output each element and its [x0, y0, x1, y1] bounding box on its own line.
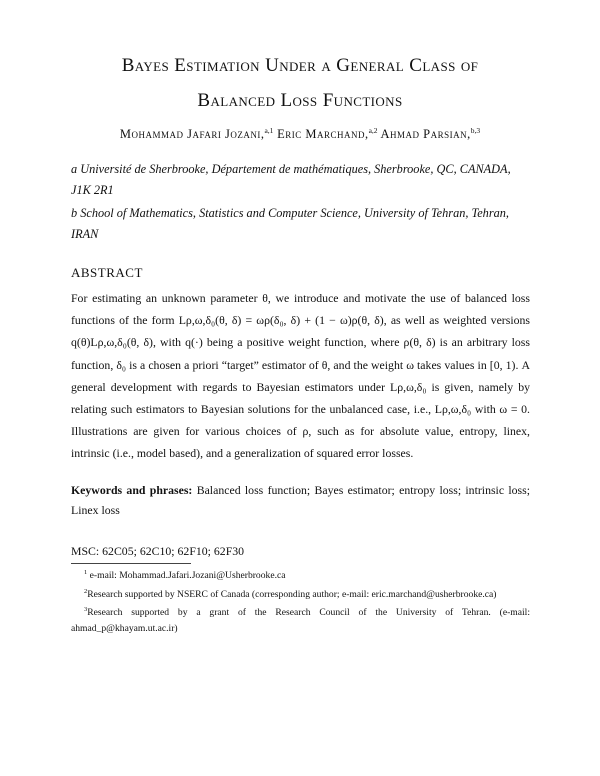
abstract-heading: ABSTRACT: [71, 265, 143, 280]
footnote-mark: 2: [84, 587, 88, 595]
paper-title-line-2: Balanced Loss Functions: [197, 90, 403, 111]
footnotes: [71, 565, 530, 637]
footnote-text: e-mail: Mohammad.Jafari.Jozani@Usherbrooke.ca: [89, 570, 286, 582]
footnote-mark: 1: [84, 569, 88, 576]
author-name: Ahmad Parsian,: [380, 127, 471, 142]
footnote: [71, 602, 530, 636]
keywords: [71, 480, 530, 520]
footnote-text: Research supported by a grant of the Research Council of the University of Tehran. (e-mail: ahmad_p@khayam.ut.ac.ir): [71, 607, 530, 635]
msc-codes: MSC: 62C05; 62C10; 62F10; 62F30: [71, 544, 245, 558]
affiliation-a: a Université de Sherbrooke, Département de mathématiques, Sherbrooke, QC, CANADA, J1K 2R1: [71, 162, 511, 197]
footnote-text: Research supported by NSERC of Canada (corresponding author; e-mail: eric.marchand@usherbrooke.ca): [87, 588, 497, 600]
footnote-mark: 3: [84, 606, 88, 614]
keywords-label: Keywords and phrases:: [71, 483, 193, 497]
abstract-body: For estimating an unknown parameter θ, we introduce and motivate the use of balanced loss functions of the form Lρ,ω,δ₀(θ, δ) = ωρ(δ₀, δ) + (1 − ω)ρ(θ, δ), as well as weighted versions q(θ)Lρ,ω,δ₀(θ, δ), with q(·) being a positive weight function, where ρ(θ, δ) is an arbitrary loss function, δ₀ is a chosen a priori “target” estimator of θ, and the weight ω takes values in [0, 1). A general development with regards to Bayesian estimators under Lρ,ω,δ₀ is given, namely by relating such estimators to Bayesian solutions for the unbalanced case, i.e., Lρ,ω,δ₀ with ω = 0. Illustrations are given for various choices of ρ, such as for absolute value, entropy, linex, intrinsic (i.e., model based), and a generalization of squared error losses.: [71, 291, 530, 461]
author-affiliation-mark: b,3: [470, 126, 481, 135]
author-affiliation-mark: a,1: [264, 126, 274, 135]
footnote: [71, 565, 530, 584]
author-list: [60, 126, 540, 142]
author-affiliation-mark: a,2: [368, 126, 378, 135]
affiliation-b: b School of Mathematics, Statistics and Computer Science, University of Tehran, Tehran, IRAN: [71, 206, 509, 241]
keywords-text: Balanced loss function; Bayes estimator; entropy loss; intrinsic loss; Linex loss: [71, 483, 531, 517]
author-name: Eric Marchand,: [277, 127, 369, 142]
author-name: Mohammad Jafari Jozani,: [119, 127, 265, 142]
footnote-divider: [71, 563, 191, 564]
paper-title-line-1: Bayes Estimation Under a General Class of: [121, 55, 479, 76]
footnote: [71, 584, 530, 603]
